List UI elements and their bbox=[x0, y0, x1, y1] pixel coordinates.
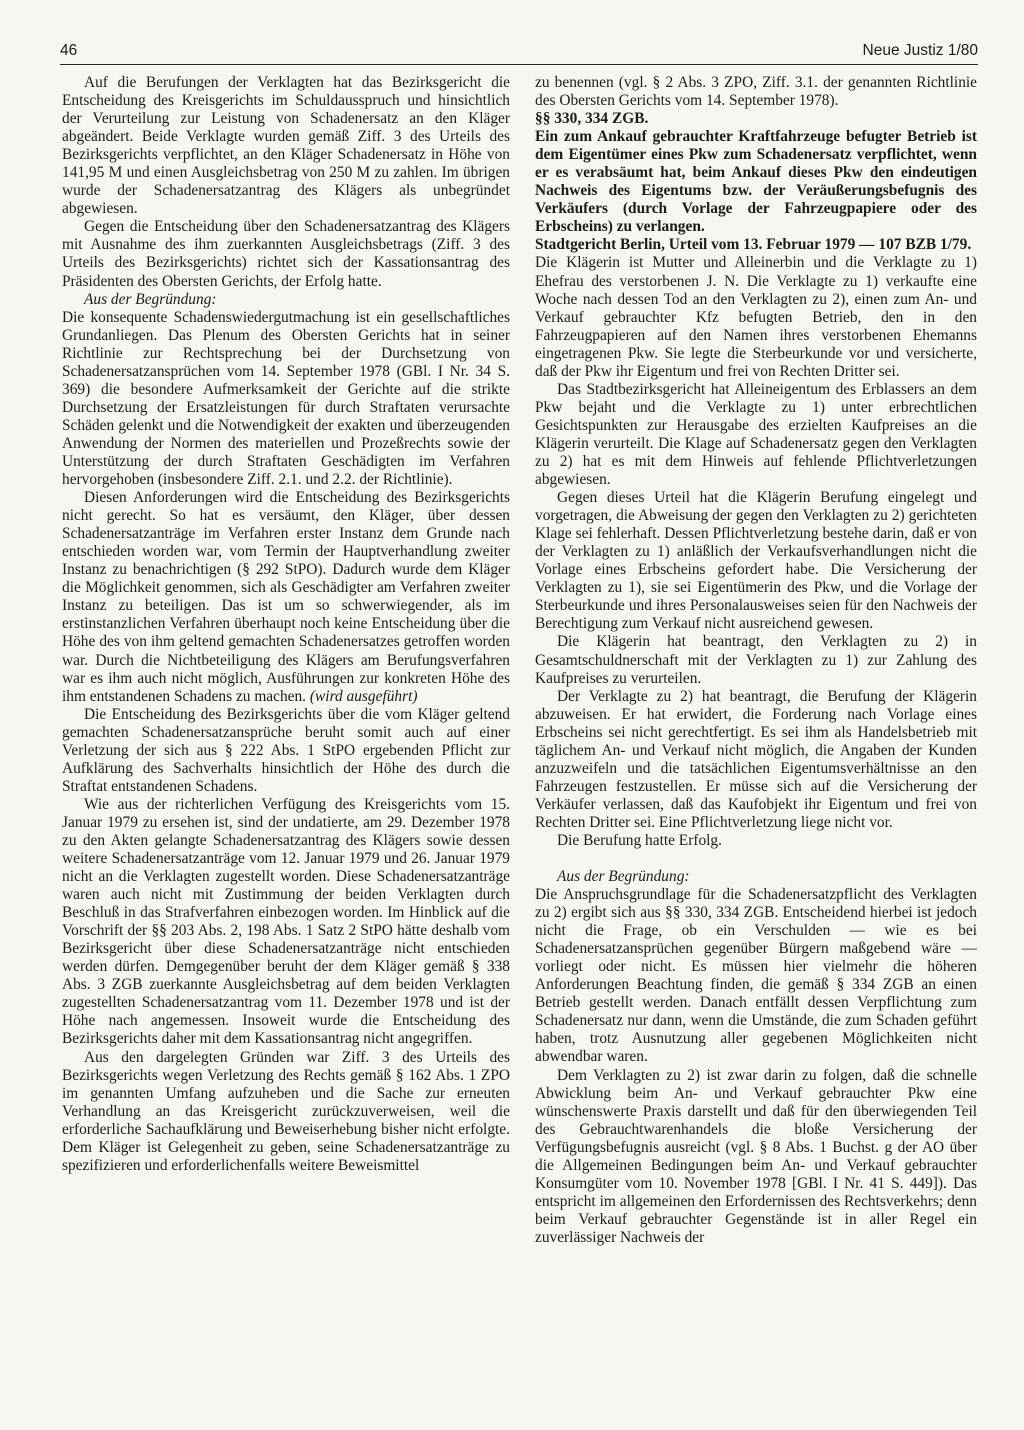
paragraph: Die Anspruchsgrundlage für die Schadenersatzpflicht des Verklagten zu 2) ergibt sich aus §§ 330, 334 ZGB. Entscheidend hierbei ist jedoch nicht die Frage, ob ein Verschulden — wie es bei Schadenersatzansprüchen gegenüber Bürgern maßgebend wäre — vorliegt oder nicht. Es müssen hier vielmehr die höheren Anforderungen Beachtung finden, die gemäß § 334 ZGB an einen Betrieb gestellt werden. Danach entfällt dessen Verpflichtung zum Schadenersatz nur dann, wenn die Umstände, die zum Schaden geführt haben, trotz Ausnutzung aller gegebenen Möglichkeiten nicht abwendbar waren. bbox=[535, 886, 977, 1066]
page-header bbox=[60, 42, 978, 65]
paragraph: Die konsequente Schadenswiedergutmachung ist ein gesellschaftliches Grundanliegen. Das Plenum des Obersten Gerichts hat in seiner Richtlinie zur Rechtsprechung bei der Durchsetzung von Schadenersatzansprüchen vom 14. September 1978 (GBl. I Nr. 34 S. 369) die besondere Aufmerksamkeit der Gerichte auf die strikte Durchsetzung der Ersatzleistungen für durch Straftaten verursachte Schäden gelenkt und die Notwendigkeit der exakten und überzeugenden Anwendung der Normen des materiellen und Prozeßrechts sowie der Unterstützung der durch Straftaten Geschädigten im Verfahren hervorgehoben (insbesondere Ziff. 2.1. und 2.2. der Richtlinie). bbox=[62, 308, 510, 489]
law-reference-heading: §§ 330, 334 ZGB. bbox=[535, 110, 649, 128]
paragraph: Aus den dargelegten Gründen war Ziff. 3 des Urteils des Bezirksgerichts wegen Verletzung des Rechts gemäß § 162 Abs. 1 ZPO im genannten Umfang aufzuheben und die Sache zur erneuten Verhandlung an das Kreisgericht zurückzuverweisen, weil die erforderliche Sachaufklärung und Beweiserhebung bisher nicht erfolgte. Dem Kläger ist Gelegenheit zu geben, seine Schadenersatzanträge zu spezifizieren und erforderlichenfalls weitere Beweismittel bbox=[62, 1048, 510, 1174]
page-number: 46 bbox=[60, 42, 78, 59]
headnote: Ein zum Ankauf gebrauchter Kraftfahrzeuge befugter Betrieb ist dem Eigentümer eines Pkw zum Schadenersatz verpflichtet, wenn er es verabsäumt hat, beim Ankauf dieses Pkw den eindeutigen Nachweis des Eigentums bzw. der Veräußerungsbefugnis des Verkäufers (durch Vorlage der Fahrzeugpapiere oder des Erbscheins) zu verlangen. bbox=[535, 128, 977, 236]
paragraph: Das Stadtbezirksgericht hat Alleineigentum des Erblassers an dem Pkw bejaht und die Verklagte zu 1) unter erbrechtlichen Gesichtspunkten zur Herausgabe des erzielten Kaufpreises an die Klägerin verurteilt. Die Klage auf Schadenersatz gegen den Verklagten zu 2) hat es mit dem Hinweis auf fehlende Pflichtverletzungen abgewiesen. bbox=[535, 380, 977, 489]
paragraph: Die Entscheidung des Bezirksgerichts über die vom Kläger geltend gemachten Schadenersatzansprüche beruht somit auch auf einer Verletzung der sich aus § 222 Abs. 1 StPO ergebenden Pflicht zur Aufklärung des Sachverhalts hinsichtlich der Höhe des durch die Straftat entstandenen Schadens. bbox=[62, 705, 510, 795]
paragraph: Der Verklagte zu 2) hat beantragt, die Berufung der Klägerin abzuweisen. Er hat erwidert, die Forderung nach Vorlage eines Erbscheins sei nicht gerechtfertigt. Es sei ihm als Handelsbetrieb mit täglichem An- und Verkauf nicht möglich, die Angaben der Kunden anzuzweifeln und die tatsächlichen Eigentumsverhältnisse an den Fahrzeugen festzustellen. Er müsse sich auf die Versicherung der Verkäufer verlassen, daß das Kaufobjekt ihr Eigentum und frei von Rechten Dritter sei. Eine Pflichtverletzung liege nicht vor. bbox=[535, 687, 977, 831]
paragraph-text: Diesen Anforderungen wird die Entscheidung des Bezirksgerichts nicht gerecht. So hat es versäumt, den Kläger, über dessen Schadenersatzanträge im Verfahren erster Instanz dem Grunde nach entschieden worden war, vom Termin der Hauptverhandlung zweiter Instanz zu benachrichtigen (§ 292 StPO). Dadurch wurde dem Kläger die Möglichkeit genommen, sich als Geschädigter am Verfahren zweiter Instanz zu beteiligen. Das ist um so schwerwiegender, als im erstinstanzlichen Verfahren überhaupt noch keine Entscheidung über die Höhe des von ihm geltend gemachten Schadenersatzes getroffen worden war. Durch die Nichtbeteiligung des Klägers am Berufungsverfahren war es ihm auch nicht möglich, Ausführungen zur konkreten Höhe des ihm entstandenen Schadens zu machen. bbox=[62, 489, 510, 705]
paragraph: Dem Verklagten zu 2) ist zwar darin zu folgen, daß die schnelle Abwicklung beim An- und Verkauf gebrauchter Pkw eine wünschenswerte Praxis darstellt und daß für den überwiegenden Teil des Gebrauchtwarenhandels die bloße Versicherung der Verfügungsbefugnis ausreicht (vgl. § 8 Abs. 1 Buchst. g der AO über die Allgemeinen Bedingungen beim An- und Verkauf gebrauchter Konsumgüter vom 10. November 1978 [GBl. I Nr. 41 S. 449]). Das entspricht im allgemeinen den Erfordernissen des Rechtsverkehrs; denn beim Verkauf gebrauchter Gegenstände ist in aller Regel ein zuverlässiger Nachweis der bbox=[535, 1066, 977, 1246]
paragraph bbox=[62, 489, 510, 706]
paragraph: Die Klägerin hat beantragt, den Verklagten zu 2) in Gesamtschuldnerschaft mit der Verklagten zu 1) zur Zahlung des Kaufpreises zu verurteilen. bbox=[535, 633, 977, 687]
paragraph: Gegen die Entscheidung über den Schadenersatzantrag des Klägers mit Ausnahme des ihm zuerkannten Ausgleichsbetrags (Ziff. 3 des Urteils des Bezirksgerichts) richtet sich der Kassationsantrag des Präsidenten des Obersten Gerichts, der Erfolg hatte. bbox=[62, 218, 510, 290]
paragraph: Gegen dieses Urteil hat die Klägerin Berufung eingelegt und vorgetragen, die Abweisung der gegen den Verklagten zu 2) gerichteten Klage sei fehlerhaft. Dessen Pflichtverletzung bestehe darin, daß er von der Verklagten zu 1) anläßlich der Verkaufsverhandlungen nicht die Vorlage eines Erbscheins gefordert habe. Die Versicherung der Verklagten zu 1), sie sei Eigentümerin des Pkw, und die Vorlage der Sterbeurkunde und ihres Personalausweises seien für den Nachweis der Berechtigung zum Verkauf nicht ausreichend gewesen. bbox=[535, 489, 977, 633]
court-citation: Stadtgericht Berlin, Urteil vom 13. Februar 1979 — 107 BZB 1/79. bbox=[535, 236, 972, 254]
paragraph: Die Klägerin ist Mutter und Alleinerbin und die Verklagte zu 1) Ehefrau des verstorbenen J. N. Die Verklagte zu 1) verkaufte eine Woche nach dessen Tod an den Verklagten zu 2), einen zum An- und Verkauf gebrauchter Kfz befugten Betrieb, den in den Fahrzeugpapieren auf den Namen ihres verstorbenen Ehemanns eingetragenen Pkw. Sie legte die Sterbeurkunde vor und versicherte, daß der Pkw ihr Eigentum und frei von Rechten Dritter sei. bbox=[535, 254, 977, 380]
left-column bbox=[62, 74, 510, 1414]
paragraph: Wie aus der richterlichen Verfügung des Kreisgerichts vom 15. Januar 1979 zu ersehen ist, sind der undatierte, am 29. Dezember 1978 zu den Akten gelangte Schadenersatzantrag des Klägers sowie dessen weitere Schadenersatzanträge vom 12. Januar 1979 und 26. Januar 1979 nicht an die Verklagten zugestellt worden. Diese Schadenersatzanträge waren auch nicht mit Zustimmung der beiden Verklagten durch Beschluß in das Strafverfahren einbezogen worden. Im Hinblick auf die Vorschrift der §§ 203 Abs. 2, 198 Abs. 1 Satz 2 StPO hätte deshalb vom Bezirksgericht über diese Schadenersatzanträge nicht entschieden werden dürfen. Demgegenüber beruht der dem Kläger gemäß § 338 Abs. 3 ZGB zuerkannte Ausgleichsbetrag auf dem beiden Verklagten zugestellten Schadenersatzantrag vom 11. Dezember 1978 und ist der Höhe nach angemessen. Insoweit wurde die Entscheidung des Bezirksgerichts daher mit dem Kassationsantrag nicht angegriffen. bbox=[62, 795, 510, 1048]
section-heading: Aus der Begründung: bbox=[84, 290, 217, 308]
section-heading: Aus der Begründung: bbox=[557, 868, 690, 886]
paragraph: Auf die Berufungen der Verklagten hat das Bezirksgericht die Entscheidung des Kreisgerichts im Schuldausspruch und hinsichtlich der Verurteilung zur Leistung von Schadenersatz an den Kläger abgeändert. Beide Verklagte wurden gemäß Ziff. 3 des Urteils des Bezirksgerichts verpflichtet, an den Kläger Schadenersatz in Höhe von 141,95 M und einen Ausgleichsbetrag von 250 M zu zahlen. Im übrigen wurde der Schadenersatzantrag des Klägers als unbegründet abgewiesen. bbox=[62, 74, 510, 218]
editorial-note: (wird ausgeführt) bbox=[309, 687, 418, 705]
paragraph-continuation: zu benennen (vgl. § 2 Abs. 3 ZPO, Ziff. 3.1. der genannten Richtlinie des Obersten Gerichts vom 14. September 1978). bbox=[535, 74, 977, 110]
paragraph: Die Berufung hatte Erfolg. bbox=[557, 831, 722, 849]
journal-issue: Neue Justiz 1/80 bbox=[862, 42, 978, 59]
right-column bbox=[535, 74, 977, 1414]
